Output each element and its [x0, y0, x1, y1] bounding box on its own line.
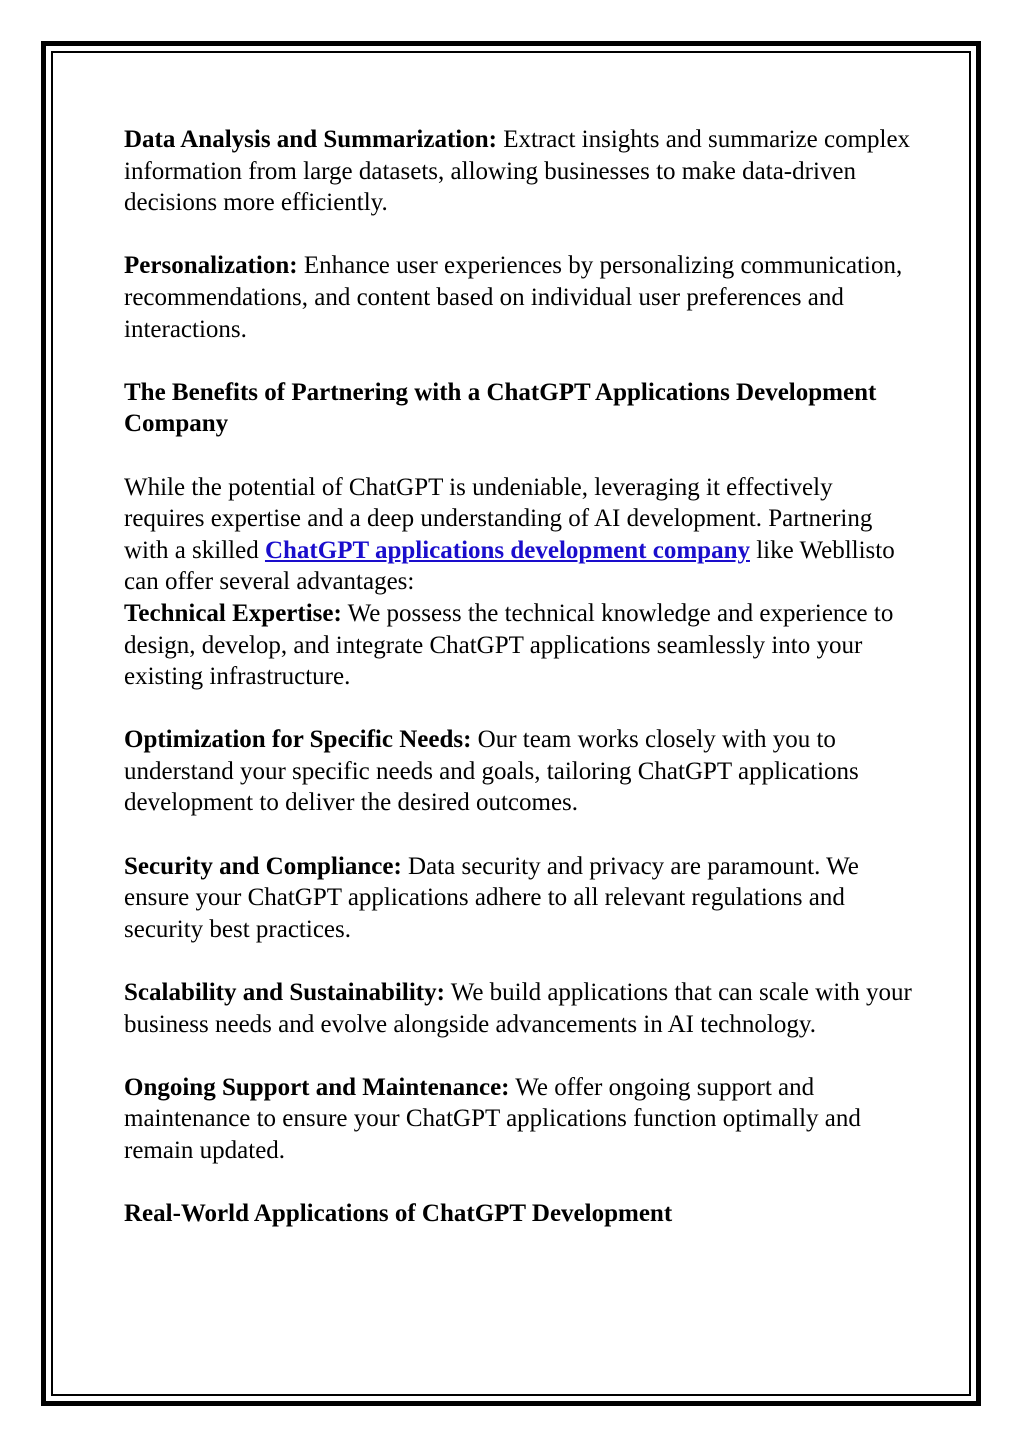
term-scalability: Scalability and Sustainability:: [124, 979, 445, 1007]
term-optimization: Optimization for Specific Needs:: [124, 726, 472, 754]
text-intro-before: While the potential of ChatGPT is undeniable, leveraging it effectively requires expertise and a deep understanding of AI development. Partnering with a skilled: [124, 473, 873, 564]
paragraph-security: [124, 851, 914, 946]
document-body: [124, 124, 914, 1261]
paragraph-personalization: [124, 250, 914, 345]
term-technical: Technical Expertise:: [124, 599, 342, 627]
chatgpt-development-company-link[interactable]: ChatGPT applications development company: [264, 536, 750, 564]
heading-benefits: [124, 377, 914, 440]
heading-benefits-text: The Benefits of Partnering with a ChatGPT Applications Development Company: [124, 378, 877, 438]
paragraph-scalability: [124, 977, 914, 1040]
paragraph-optimization: [124, 724, 914, 819]
term-security: Security and Compliance:: [124, 852, 402, 880]
paragraph-technical: [124, 598, 914, 693]
heading-real-world: [124, 1198, 914, 1230]
term-personalization: Personalization:: [124, 252, 298, 280]
heading-real-world-text: Real-World Applications of ChatGPT Development: [124, 1200, 673, 1228]
paragraph-intro: [124, 472, 914, 598]
text-support: We offer ongoing support and maintenance to ensure your ChatGPT applications function optimally and remain updated.: [124, 1073, 861, 1164]
term-data-analysis: Data Analysis and Summarization:: [124, 126, 497, 153]
text-scalability: We build applications that can scale with your business needs and evolve alongside advancements in AI technology.: [124, 979, 912, 1038]
term-support: Ongoing Support and Maintenance:: [124, 1073, 510, 1101]
paragraph-support: [124, 1072, 914, 1167]
text-data-analysis: Extract insights and summarize complex information from large datasets, allowing businesses to make data-driven decisions more efficiently.: [124, 126, 911, 217]
text-security: Data security and privacy are paramount. We ensure your ChatGPT applications adhere to all relevant regulations and security best practices.: [124, 852, 859, 943]
text-personalization: Enhance user experiences by personalizing communication, recommendations, and content based on individual user preferences and interactions.: [124, 252, 903, 343]
paragraph-data-analysis: [124, 124, 914, 219]
text-intro-after: like Webllisto can offer several advantages:: [124, 536, 895, 596]
text-technical: We possess the technical knowledge and experience to design, develop, and integrate ChatGPT applications seamlessly into your existing infrastructure.: [124, 599, 894, 691]
text-optimization: Our team works closely with you to understand your specific needs and goals, tailoring ChatGPT applications development to deliver the desired outcomes.: [124, 726, 859, 817]
